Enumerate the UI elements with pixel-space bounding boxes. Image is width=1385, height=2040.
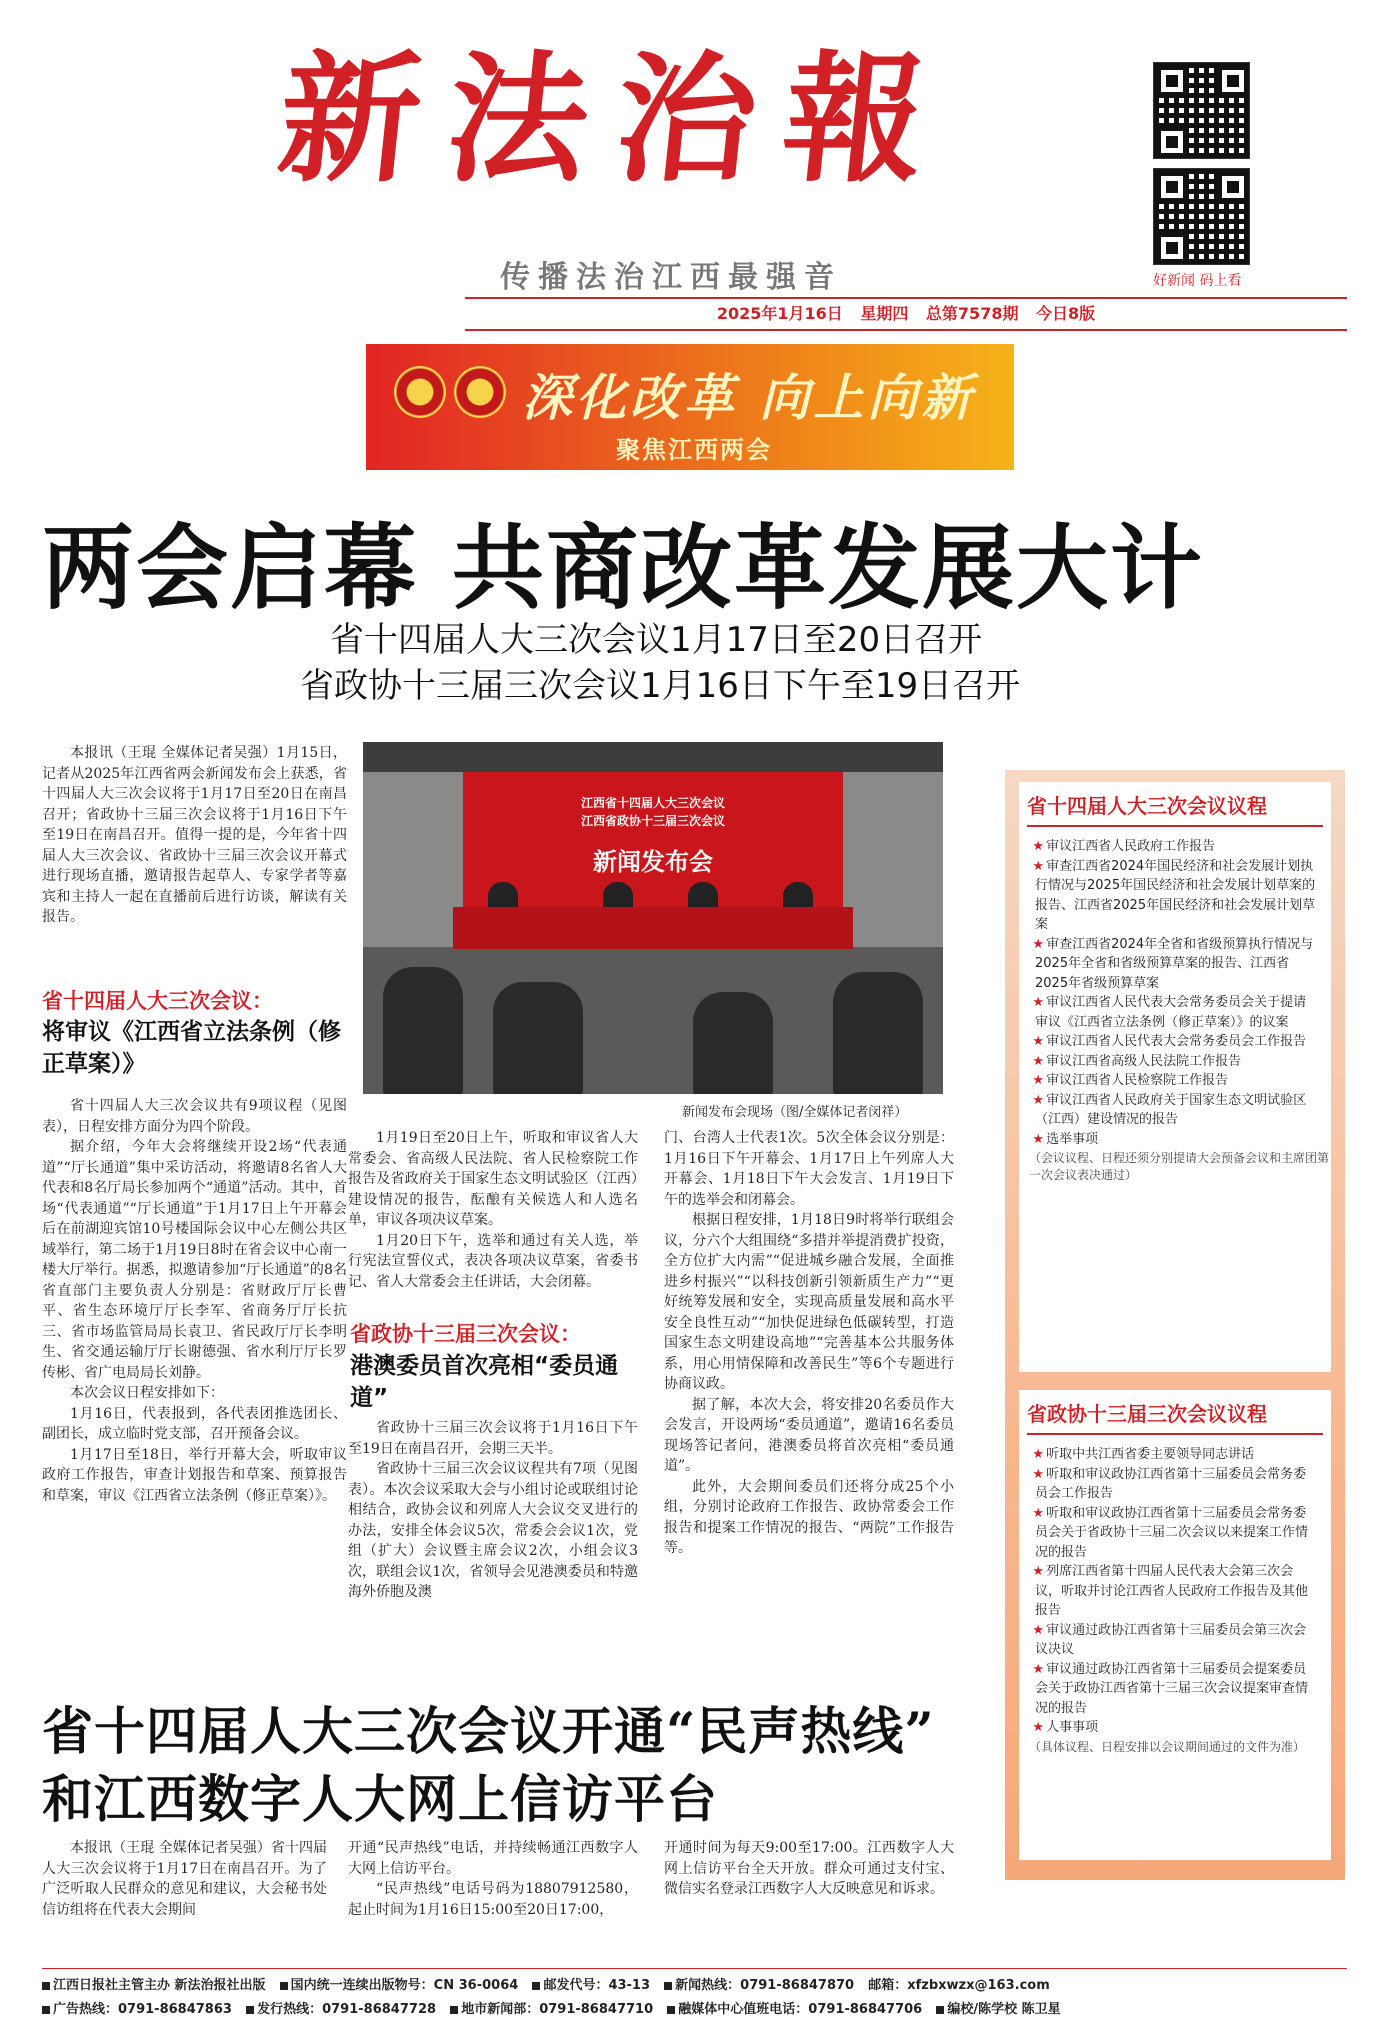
paragraph: 根据日程安排，1月18日9时将举行联组会议，分六个大组围绕“多措并举提消费扩投资，全方位扩大内需”“促进城乡融合发展，全面推进乡村振兴”“以科技创新引领新质生产力”“更好统筹发展和安全，实现高质量发展和高水平安全良性互动”“加快促进绿色低碳转型，打造国家生态文明建设高地”“完善基本公共服务体系，用心用情保障和改善民生”等6个专题进行协商议政。 — [664, 1212, 954, 1392]
issue-date: 2025年1月16日 — [716, 304, 843, 323]
subhead-cppcc: 省政协十三届三次会议1月16日下午至19日召开 — [300, 666, 1021, 706]
section-npc-label: 省十四届人大三次会议： — [42, 989, 273, 1013]
paragraph: 省十四届人大三次会议共有9项议程（见图表），日程安排方面分为四个阶段。 — [42, 1098, 347, 1135]
lead-text: 本报讯（王琨 全媒体记者吴强）1月15日，记者从2025年江西省两会新闻发布会上获悉，省十四届人大三次会议将于1月17日至20日在南昌召开；省政协十三届三次会议将于1月16日下午至19日在南昌召开。值得一提的是，今年省十四届人大三次会议、省政协十三届三次会议开幕式进行现场直播，邀请报告起草人、专家学者等嘉宾和主持人一起在直播前后进行访谈，解读有关报告。 — [42, 745, 347, 925]
issue-number: 总第7578期 — [925, 304, 1019, 323]
paragraph: 1月20日下午，选举和通过有关人选，举行宪法宣誓仪式，表决各项决议草案，省委书记、省人大常委会主任讲话，大会闭幕。 — [348, 1232, 638, 1290]
cppcc-agenda-list — [1019, 1435, 1331, 1738]
agenda-item: ★ 审议通过政协江西省第十三届委员会第三次会议决议 — [1032, 1622, 1307, 1657]
masthead-slogan: 传播法治江西最强音 — [500, 260, 842, 295]
paragraph: 省政协十三届三次会议将于1月16日下午至19日在南昌召开，会期三天半。 — [348, 1420, 638, 1457]
footer-row-1 — [42, 1974, 1347, 1993]
column-1-body — [42, 1096, 347, 1506]
paragraph: 此外，大会期间委员们还将分成25个小组，分别讨论政府工作报告、政协常委会工作报告和提案工作情况的报告、“两院”工作报告等。 — [664, 1478, 954, 1556]
bottom-headline-line-1: 省十四届人大三次会议开通“民声热线” — [42, 1702, 935, 1762]
agenda-item: ★ 人事事项 — [1032, 1720, 1099, 1735]
dateline — [465, 297, 1347, 331]
qr-code-icon[interactable] — [1153, 168, 1250, 265]
paragraph: 门、台湾人士代表1次。5次全体会议分别是：1月16日下午开幕会、1月17日上午列席人大开幕会、1月18日下午大会发言、1月19日下午的选举会和闭幕会。 — [664, 1130, 954, 1208]
footer-publisher: 江西日报社主管主办 新法治报社出版 — [53, 1978, 266, 1993]
footer-distribution-hotline: 发行热线：0791-86847728 — [257, 2002, 437, 2017]
masthead-title: 新法治報 — [271, 38, 961, 202]
feature-banner — [366, 344, 1014, 470]
paragraph: 开通“民声热线”电话，并持续畅通江西数字人大网上信访平台。 — [348, 1840, 638, 1877]
section-cppcc-label: 省政协十三届三次会议： — [350, 1322, 581, 1346]
paragraph: “民声热线”电话号码为18807912580，起止时间为1月16日15:00至20日17:00， — [348, 1881, 638, 1918]
footer-postal-code: 邮发代号：43-13 — [543, 1978, 651, 1993]
photo-wall-line-2: 江西省政协十三届三次会议 — [580, 814, 725, 828]
column-2-body — [348, 1128, 638, 1292]
paragraph: 1月16日，代表报到，各代表团推选团长、副团长，成立临时党支部，召开预备会议。 — [42, 1405, 347, 1442]
agenda-item: ★ 列席江西省第十四届人民代表大会第三次会议，听取并讨论江西省人民政府工作报告及其他报告 — [1032, 1564, 1309, 1618]
footer-cn-number: 国内统一连续出版物号：CN 36-0064 — [290, 1978, 519, 1993]
photo-wall-title: 新闻发布会 — [593, 847, 713, 876]
paragraph: 省政协十三届三次会议议程共有7项（见图表）。本次会议采取大会与小组讨论或联组讨论相结合，政协会议和列席人大会议交叉进行的办法，安排全体会议5次，常委会会议1次，党组（扩大）会议暨主席会议2次，小组会议3次，联组会议1次，省领导会见港澳委员和特邀海外侨胞及澳 — [348, 1461, 638, 1600]
photo-caption: 新闻发布会现场（图/全媒体记者闵祥） — [682, 1105, 908, 1120]
agenda-item: ★ 选举事项 — [1032, 1131, 1099, 1147]
footer-media-center: 融媒体中心值班电话：0791-86847706 — [678, 2002, 923, 2017]
paragraph: 开通时间为每天9:00至17:00。江西数字人大网上信访平台全天开放。群众可通过支付宝、微信实名登录江西数字人大反映意见和诉求。 — [664, 1840, 954, 1897]
cppcc-agenda-note: （具体议程、日程安排以会议期间通过的文件为准） — [1029, 1739, 1306, 1754]
issue-weekday: 星期四 — [860, 304, 909, 323]
subhead-npc: 省十四届人大三次会议1月17日至20日召开 — [330, 620, 983, 660]
agenda-item: ★ 听取和审议政协江西省第十三届委员会常务委员会工作报告 — [1032, 1466, 1307, 1501]
paragraph: 本报讯（王琨 全媒体记者吴强）省十四届人大三次会议将于1月17日在南昌召开。为了广泛听取人民群众的意见和建议，大会秘书处信访组将在代表大会期间 — [42, 1840, 327, 1918]
qr-caption: 好新闻 码上看 — [1153, 273, 1242, 289]
section-npc-title: 将审议《江西省立法条例（修正草案）》 — [42, 1019, 341, 1077]
footer-row-2 — [42, 1998, 1347, 2017]
bottom-col-2 — [348, 1838, 638, 1920]
paragraph: 1月19日至20日上午，听取和审议省人大常委会、省高级人民法院、省人民检察院工作报告及省政府关于国家生态文明试验区（江西）建设情况的报告，酝酿有关候选人和人选名单，审议各项决议草案。 — [348, 1130, 638, 1228]
footer-email: 邮箱：xfzbxwzx@163.com — [868, 1978, 1050, 1993]
agenda-item: ★ 审查江西省2024年国民经济和社会发展计划执行情况与2025年国民经济和社会发展计划草案的报告、江西省2025年国民经济和社会发展计划草案 — [1032, 858, 1316, 932]
column-3-body — [664, 1128, 954, 1559]
agenda-item: ★ 审议江西省人民检察院工作报告 — [1032, 1073, 1229, 1088]
banner-sub: 聚焦江西两会 — [616, 435, 772, 464]
column-2b-body — [348, 1418, 638, 1603]
agenda-item: ★ 审议江西省人民政府关于国家生态文明试验区（江西）建设情况的报告 — [1032, 1092, 1307, 1127]
footer-ad-hotline: 广告热线：0791-86847863 — [53, 2002, 232, 2017]
lead-paragraph — [42, 743, 347, 928]
agenda-item: ★ 审议江西省人民政府工作报告 — [1032, 839, 1216, 854]
footer-local-news: 地市新闻部：0791-86847710 — [461, 2002, 654, 2017]
bottom-col-3 — [664, 1838, 954, 1900]
agenda-item: ★ 审议通过政协江西省第十三届委员会提案委员会关于政协江西省第十三届三次会议提案审查情况的报告 — [1032, 1661, 1309, 1716]
npc-agenda-title: 省十四届人大三次会议议程 — [1027, 794, 1267, 818]
footer-divider — [42, 1968, 1347, 1969]
paragraph: 据介绍，今年大会将继续开设2场“代表通道”“厅长通道”集中采访活动，将邀请8名省人大代表和8名厅局长参加两个“通道”活动。其中，首场“代表通道”“厅长通道”于1月17日上午开幕会后在前湖迎宾馆10号楼国际会议中心左侧公共区域举行，第二场于1月19日8时在省会议中心南一楼大厅举行。据悉，拟邀请参加“厅长通道”的8名省直部门主要负责人分别是：省财政厅厅长曹平、省生态环境厅厅长李军、省商务厅厅长抗三、省市场监管局局长袁卫、省民政厅厅长李明生、省交通运输厅厅长谢德强、省水利厅厅长罗传彬、省广电局局长刘静。 — [42, 1139, 347, 1381]
issue-pages: 今日8版 — [1036, 304, 1096, 323]
press-conference-photo — [363, 742, 943, 1094]
qr-code-icon[interactable] — [1153, 62, 1250, 159]
footer-news-hotline: 新闻热线：0791-86847870 — [675, 1978, 855, 1993]
agenda-item: ★ 审议江西省高级人民法院工作报告 — [1032, 1053, 1242, 1069]
cppcc-agenda-box — [1019, 1390, 1331, 1860]
photo-wall-line-1: 江西省十四届人大三次会议 — [580, 796, 725, 810]
paragraph: 据了解，本次大会，将安排20名委员作大会发言，开设两场“委员通道”，邀请16名委员现场答记者问，港澳委员将首次亮相“委员通道”。 — [664, 1396, 954, 1474]
agenda-item: ★ 听取中共江西省委主要领导同志讲话 — [1032, 1447, 1255, 1462]
agenda-sidebar — [1005, 770, 1345, 1880]
npc-agenda-box — [1019, 782, 1331, 1372]
bottom-col-1 — [42, 1838, 327, 1920]
paragraph: 1月17日至18日，举行开幕大会，听取审议政府工作报告，审查计划报告和草案、预算报告和草案，审议《江西省立法条例（修正草案）》。 — [42, 1446, 347, 1504]
agenda-item: ★ 听取和审议政协江西省第十三届委员会常务委员会关于省政协十三届二次会议以来提案工作情况的报告 — [1032, 1505, 1309, 1560]
agenda-item: ★ 审议江西省人民代表大会常务委员会工作报告 — [1032, 1034, 1307, 1049]
npc-agenda-list — [1019, 827, 1331, 1149]
bottom-headline-line-2: 和江西数字人大网上信访平台 — [42, 1770, 719, 1830]
agenda-item: ★ 审议江西省人民代表大会常务委员会关于提请审议《江西省立法条例（修正草案）》的议案 — [1032, 995, 1307, 1030]
footer-editors: 编校/陈学校 陈卫星 — [947, 2002, 1061, 2017]
main-headline: 两会启幕 共商改革发展大计 — [42, 515, 1205, 622]
national-emblem-icon — [394, 366, 446, 418]
agenda-item: ★ 审查江西省2024年全省和省级预算执行情况与2025年全省和省级预算草案的报告、江西省2025年省级预算草案 — [1032, 936, 1314, 991]
cppcc-agenda-title: 省政协十三届三次会议议程 — [1027, 1402, 1267, 1426]
cppcc-emblem-icon — [454, 366, 506, 418]
npc-agenda-note: （会议议程、日程还须分别提请大会预备会议和主席团第一次会议表决通过） — [1029, 1151, 1330, 1182]
paragraph: 本次会议日程安排如下： — [70, 1385, 224, 1401]
banner-main: 深化改革 向上向新 — [522, 368, 976, 427]
section-cppcc-title: 港澳委员首次亮相“委员通道” — [350, 1353, 619, 1411]
